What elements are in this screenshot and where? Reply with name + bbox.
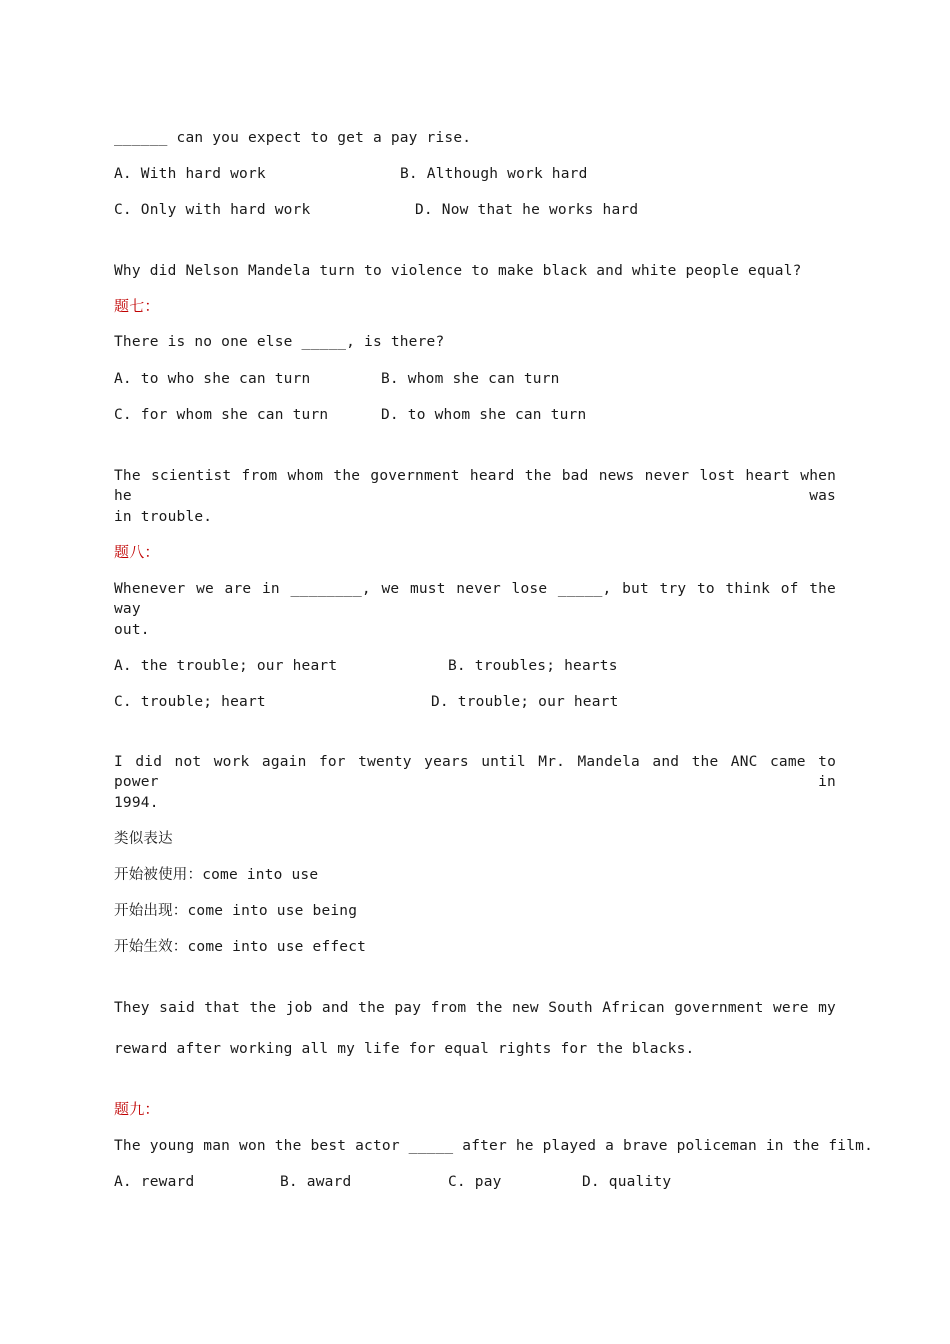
s8-sentence-line1: The scientist from whom the government heard the bad news never lost heart when he was — [114, 468, 836, 504]
s7-option-b: B. whom she can turn — [381, 371, 560, 387]
s9-heading: 题九： — [114, 1100, 160, 1118]
q6-option-d: D. Now that he works hard — [415, 202, 639, 218]
s9pre-sentence-line1: I did not work again for twenty years until Mr. Mandela and the ANC came to power in — [114, 754, 836, 790]
s7-heading: 题七： — [114, 297, 160, 315]
s8-heading: 题八： — [114, 543, 160, 561]
s9-option-b: B. award — [280, 1174, 352, 1190]
similar-expression-1: 开始被使用：come into use — [114, 867, 319, 883]
s9pre-sentence-line2: 1994. — [114, 795, 159, 811]
similar-expression-3: 开始生效：come into use effect — [114, 939, 367, 955]
document-page — [114, 0, 874, 1344]
q6-option-c: C. Only with hard work — [114, 202, 311, 218]
similar-expression-2: 开始出现：come into use being — [114, 903, 358, 919]
s9-stem: The young man won the best actor _____ after he played a brave policeman in the film. — [114, 1138, 874, 1154]
s9-option-a: A. reward — [114, 1174, 195, 1190]
s8-option-b: B. troubles; hearts — [448, 658, 618, 674]
similar-expressions-title: 类似表达 — [114, 831, 173, 847]
s9-option-c: C. pay — [448, 1174, 502, 1190]
s8-stem-line1: Whenever we are in ________, we must never lose _____, but try to think of the way — [114, 581, 836, 617]
s7-stem: There is no one else _____, is there? — [114, 334, 445, 350]
s9pre-sentence2-line1: They said that the job and the pay from the new South African government were my — [114, 1000, 836, 1016]
s7-option-c: C. for whom she can turn — [114, 407, 329, 423]
s7-option-a: A. to who she can turn — [114, 371, 311, 387]
s8-stem-line2: out. — [114, 622, 150, 638]
s9pre-sentence2-line2: reward after working all my life for equal rights for the blacks. — [114, 1041, 695, 1057]
s8-sentence-line2: in trouble. — [114, 509, 213, 525]
s7-option-d: D. to whom she can turn — [381, 407, 587, 423]
s7-sentence: Why did Nelson Mandela turn to violence to make black and white people equal? — [114, 263, 802, 279]
q6-stem: ______ can you expect to get a pay rise. — [114, 130, 472, 146]
s8-option-d: D. trouble; our heart — [431, 694, 619, 710]
q6-option-b: B. Although work hard — [400, 166, 588, 182]
q6-option-a: A. With hard work — [114, 166, 266, 182]
s8-option-c: C. trouble; heart — [114, 694, 266, 710]
s8-option-a: A. the trouble; our heart — [114, 658, 338, 674]
s9-option-d: D. quality — [582, 1174, 672, 1190]
